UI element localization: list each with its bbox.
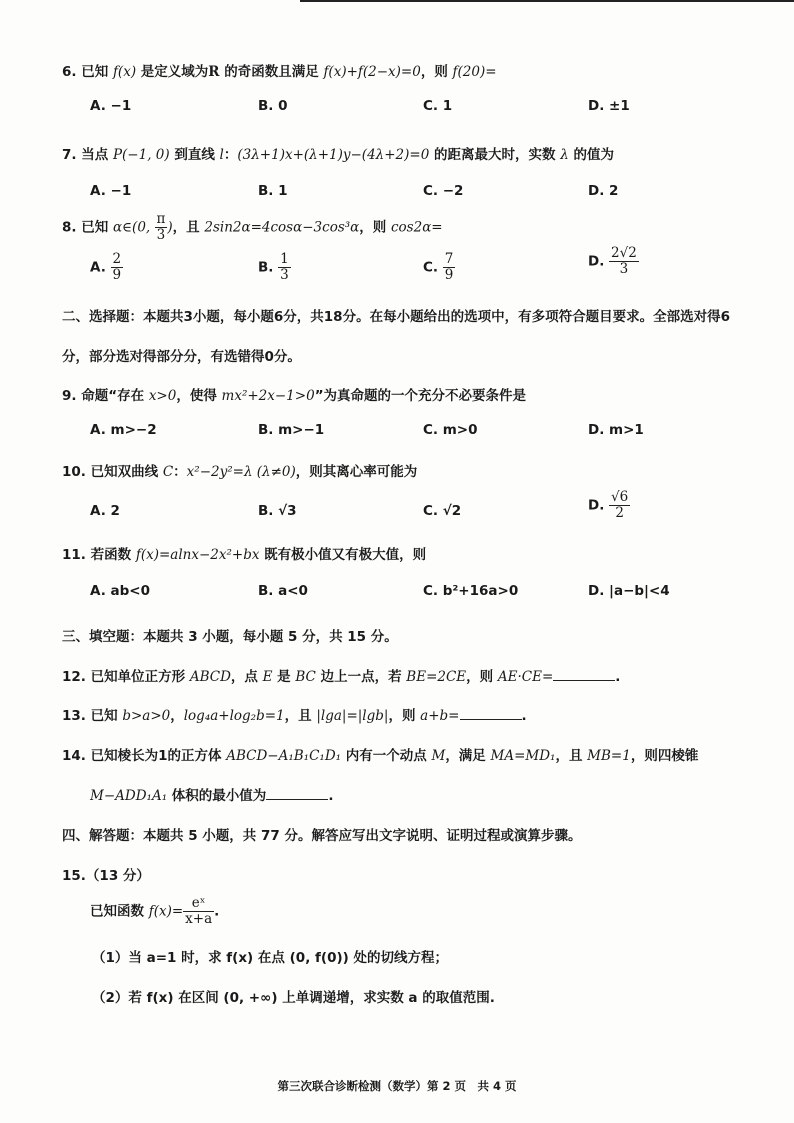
option-b: B. m>−1 — [258, 422, 325, 438]
numerator: π — [156, 211, 166, 227]
text: 若函数 — [90, 547, 136, 563]
text: ”为真命题的一个充分不必要条件是 — [314, 388, 527, 404]
math: b>a>0 — [122, 708, 171, 724]
text: ，且 — [555, 748, 588, 764]
text: ，则 — [388, 708, 421, 724]
denominator: 2 — [615, 504, 624, 521]
text: 体积的最小值为 — [167, 788, 267, 804]
math: λ — [560, 147, 569, 163]
math: P(−1, 0) — [112, 147, 170, 163]
question-number: 15. — [62, 868, 86, 884]
text: ，点 — [230, 669, 263, 685]
math: E — [262, 669, 273, 685]
fraction — [609, 246, 639, 277]
question-10 — [62, 460, 417, 480]
text: 命题“存在 — [81, 388, 149, 404]
math: a+b= — [420, 708, 460, 724]
question-15-part-1: （1）当 a=1 时，求 f(x) 在点 (0, f(0)) 处的切线方程； — [92, 950, 448, 966]
question-14-cont — [90, 784, 333, 804]
math: ABCD — [189, 669, 231, 685]
option-d — [588, 246, 639, 277]
question-15-intro — [90, 896, 219, 927]
text: ，且 — [172, 219, 205, 236]
text: 既有极小值又有极大值，则 — [259, 547, 427, 563]
option-b: B. 1 — [258, 183, 288, 199]
question-number: 9. — [62, 388, 77, 404]
answer-blank — [553, 666, 615, 681]
math: M — [431, 748, 446, 764]
math: BE=2CE — [406, 669, 467, 685]
option-a: A. −1 — [90, 183, 132, 199]
denominator: 3 — [619, 260, 629, 277]
question-number: 11. — [62, 547, 86, 563]
option-c: C. √2 — [423, 503, 462, 519]
numerator: √6 — [611, 489, 629, 505]
question-11 — [62, 543, 426, 563]
text: ，则 — [359, 219, 391, 236]
denominator: 9 — [112, 266, 122, 283]
text: 已知 — [81, 219, 113, 236]
text: . — [615, 669, 621, 685]
option-d: D. 2 — [588, 183, 619, 199]
section-2-heading: 二、选择题：本题共3小题，每小题6分，共18分。在每小题给出的选项中，有多项符合题目要求。全部选对得6 — [62, 309, 730, 325]
text: ，使得 — [176, 388, 222, 404]
numerator: 1 — [280, 251, 289, 267]
math: α∈(0, — [112, 219, 155, 236]
numerator: 2√2 — [611, 245, 637, 261]
question-12 — [62, 665, 620, 685]
option-a: A. −1 — [90, 98, 132, 114]
option-c — [423, 252, 455, 283]
math: 2sin2α=4cosα−3cos³α — [204, 219, 360, 236]
question-number: 7. — [62, 147, 77, 163]
fraction — [183, 896, 214, 927]
text: 当点 — [81, 147, 113, 163]
question-15 — [62, 864, 150, 884]
question-number: 12. — [62, 669, 86, 685]
text: . — [328, 788, 334, 804]
option-a: A. m>−2 — [90, 422, 157, 438]
option-b: B. a<0 — [258, 583, 308, 599]
fraction — [155, 212, 168, 243]
option-b: B. 0 — [258, 98, 288, 114]
question-13 — [62, 704, 527, 724]
math: (3λ+1)x+(λ+1)y−(4λ+2)=0 — [237, 147, 430, 163]
text: 的值为 — [568, 147, 614, 163]
denominator: 3 — [156, 226, 166, 243]
text: ，则 — [420, 64, 453, 80]
option-c: C. −2 — [423, 183, 464, 199]
question-8 — [62, 212, 443, 243]
question-9 — [62, 384, 526, 404]
option-label: B. — [258, 259, 274, 276]
text: ： — [173, 464, 187, 480]
numerator: eˣ — [183, 896, 214, 912]
option-a: A. ab<0 — [90, 583, 151, 599]
text: . — [521, 708, 527, 724]
option-label: D. — [588, 253, 605, 270]
option-label: A. — [90, 259, 106, 276]
question-15-part-2: （2）若 f(x) 在区间 (0, +∞) 上单调递增，求实数 a 的取值范围. — [92, 990, 495, 1006]
question-7 — [62, 143, 614, 163]
text: 已知函数 — [90, 903, 149, 920]
text: ，满足 — [445, 748, 491, 764]
option-label: C. — [423, 259, 439, 276]
option-c: C. m>0 — [423, 422, 478, 438]
text: ，则四棱锥 — [630, 748, 699, 764]
question-number: 8. — [62, 219, 77, 236]
fraction — [443, 252, 456, 283]
option-b — [258, 252, 291, 283]
math: f(x)+f(2−x)=0 — [323, 64, 421, 80]
text: ，且 — [284, 708, 317, 724]
option-b: B. √3 — [258, 503, 297, 519]
question-6 — [62, 60, 497, 80]
math: MB=1 — [587, 748, 631, 764]
text: 的奇函数且满足 — [219, 64, 324, 80]
math: ABCD−A₁B₁C₁D₁ — [226, 748, 342, 764]
math: MA=MD₁ — [490, 748, 556, 764]
page-footer: 第三次联合诊断检测（数学）第 2 页 共 4 页 — [277, 1079, 517, 1093]
option-d — [588, 490, 630, 521]
option-c: C. b²+16a>0 — [423, 583, 519, 599]
text: ，则 — [466, 669, 498, 685]
question-14 — [62, 744, 698, 764]
math: f(20)= — [452, 64, 497, 80]
section-4-heading: 四、解答题：本题共 5 小题，共 77 分。解答应写出文字说明、证明过程或演算步骤。 — [62, 828, 582, 844]
option-d: D. |a−b|<4 — [588, 583, 670, 599]
question-number: 10. — [62, 464, 86, 480]
text: . — [214, 903, 220, 920]
question-number: 13. — [62, 708, 86, 724]
math: f(x)= — [148, 903, 184, 920]
answer-blank — [460, 705, 522, 720]
option-d: D. m>1 — [588, 422, 644, 438]
text: ： — [223, 147, 238, 163]
text: 已知双曲线 — [90, 464, 163, 480]
fraction — [278, 252, 291, 283]
math: R — [208, 64, 220, 80]
text: ，则其离心率可能为 — [295, 464, 418, 480]
section-2-heading-cont: 分，部分选对得部分分，有选错得0分。 — [62, 349, 301, 365]
text: 已知 — [81, 64, 113, 80]
math: x>0 — [148, 388, 177, 404]
answer-blank — [266, 785, 328, 800]
math: log₄a+log₂b=1 — [183, 708, 285, 724]
question-number: 6. — [62, 64, 77, 80]
math: f(x) — [112, 64, 137, 80]
text: 的距离最大时，实数 — [429, 147, 561, 163]
denominator: x+a — [185, 910, 213, 927]
math: mx²+2x−1>0 — [221, 388, 315, 404]
text: 已知棱长为1的正方体 — [90, 748, 227, 764]
option-a: A. 2 — [90, 503, 120, 519]
math: f(x)=alnx−2x²+bx — [135, 547, 260, 563]
section-3-heading: 三、填空题：本题共 3 小题，每小题 5 分，共 15 分。 — [62, 629, 398, 645]
top-border-line — [300, 0, 794, 2]
option-label: D. — [588, 497, 605, 514]
text: 已知 — [90, 708, 123, 724]
option-c: C. 1 — [423, 98, 453, 114]
fraction — [609, 490, 630, 521]
question-score: （13 分） — [85, 868, 150, 884]
math: M−ADD₁A₁ — [90, 788, 168, 804]
denominator: 9 — [444, 266, 454, 283]
numerator: 2 — [112, 251, 122, 267]
fraction — [111, 252, 124, 283]
text: 内有一个动点 — [341, 748, 432, 764]
question-number: 14. — [62, 748, 86, 764]
text: 边上一点，若 — [315, 669, 407, 685]
math: BC — [295, 669, 316, 685]
math: x²−2y²=λ (λ≠0) — [186, 464, 296, 480]
option-a — [90, 252, 123, 283]
math: cos2α= — [390, 219, 443, 236]
text: 已知单位正方形 — [90, 669, 190, 685]
denominator: 3 — [280, 266, 289, 283]
text: 到直线 — [169, 147, 220, 163]
numerator: 7 — [444, 251, 454, 267]
text: 是定义域为 — [136, 64, 209, 80]
math: l — [219, 147, 224, 163]
math: ) — [167, 219, 173, 236]
option-d: D. ±1 — [588, 98, 630, 114]
text: 是 — [272, 669, 296, 685]
text: ， — [170, 708, 184, 724]
math: |lga|=|lgb| — [316, 708, 389, 724]
math: AE·CE= — [497, 669, 554, 685]
math: C — [162, 464, 174, 480]
